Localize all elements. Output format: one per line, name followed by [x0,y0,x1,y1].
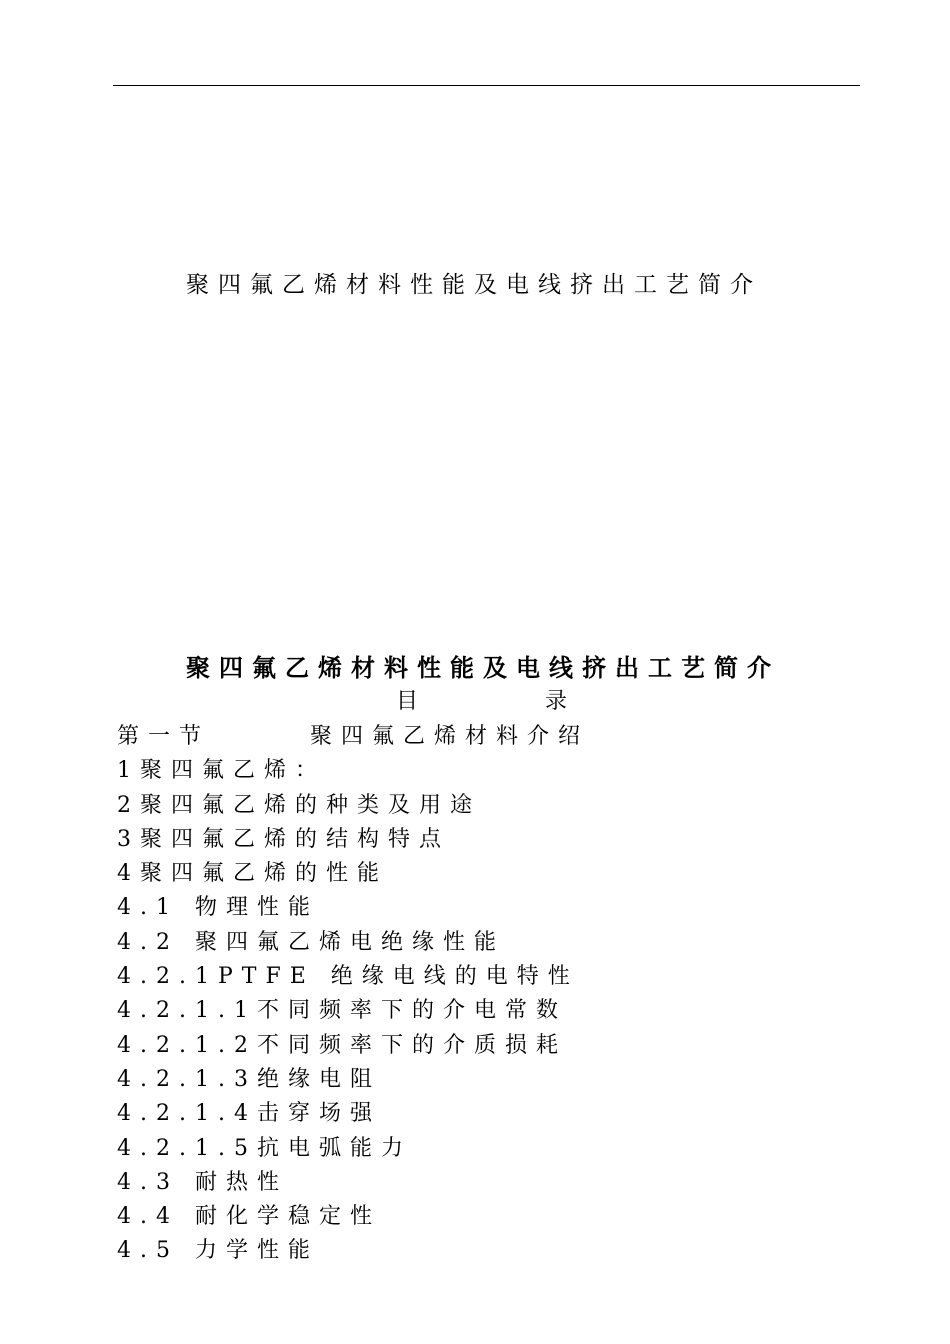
cover-title: 聚四氟乙烯材料性能及电线挤出工艺简介 [186,272,762,298]
toc-item[interactable]: 4.1 物理性能 [117,895,319,921]
toc-item[interactable]: 4.2.1.4击穿场强 [117,1101,381,1127]
toc-item[interactable]: 2聚四氟乙烯的种类及用途 [117,792,481,818]
toc-item[interactable]: 4.2.1.1不同频率下的介电常数 [117,998,567,1024]
section-label: 第一节 [117,724,211,749]
toc-item[interactable]: 3聚四氟乙烯的结构特点 [117,826,450,852]
toc-item[interactable]: 4.2 聚四氟乙烯电绝缘性能 [117,929,505,955]
toc-item[interactable]: 4.2.1.5抗电弧能力 [117,1135,412,1161]
document-title: 聚四氟乙烯材料性能及电线挤出工艺简介 [186,653,780,682]
toc-item[interactable]: 4.4 耐化学稳定性 [117,1204,381,1230]
table-of-contents [117,720,589,1269]
header-rule [113,85,860,86]
toc-item[interactable]: 1聚四氟乙烯： [117,758,326,784]
toc-item[interactable]: 4.2.1.2不同频率下的介质损耗 [117,1032,567,1058]
toc-item[interactable]: 4.3 耐热性 [117,1169,288,1195]
toc-heading-char-1: 目 [396,689,419,714]
toc-item[interactable]: 4.5 力学性能 [117,1238,319,1264]
toc-item[interactable]: 4.2.1PTFE 绝缘电线的电特性 [117,964,579,990]
toc-item[interactable]: 4.2.1.3绝缘电阻 [117,1066,381,1092]
toc-heading-char-2: 录 [545,689,568,714]
toc-item[interactable]: 4聚四氟乙烯的性能 [117,861,388,887]
toc-section-heading[interactable] [117,720,589,754]
section-title: 聚四氟乙烯材料介绍 [310,724,590,749]
